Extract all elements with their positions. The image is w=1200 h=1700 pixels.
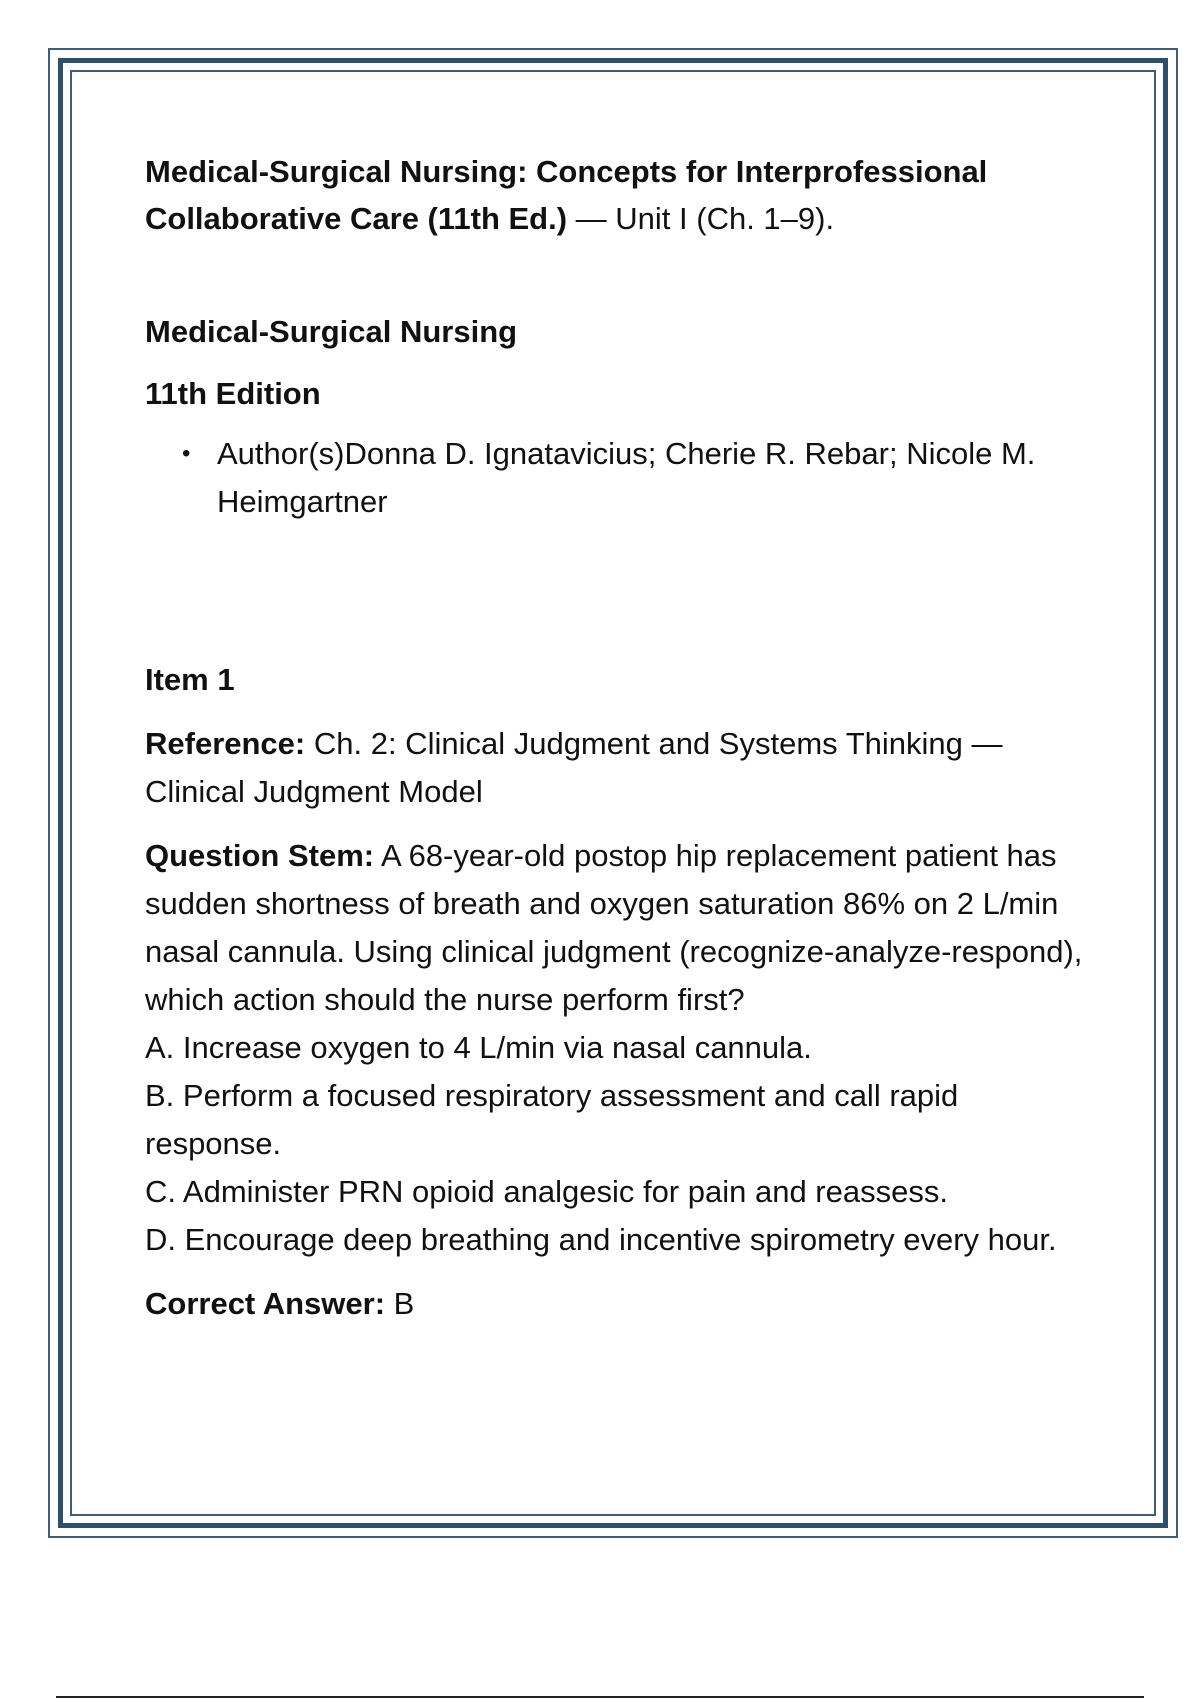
reference-label: Reference: bbox=[145, 726, 306, 761]
correct-answer bbox=[145, 1280, 1095, 1328]
authors-label: Author(s) bbox=[217, 436, 345, 471]
book-info bbox=[145, 308, 1095, 526]
document-title-bold: Medical-Surgical Nursing: Concepts for Interprofessional Collaborative Care (11th Ed.) bbox=[145, 154, 988, 236]
answer-option-b: B. Perform a focused respiratory assessment and call rapid response. bbox=[145, 1078, 959, 1161]
question-stem-label: Question Stem: bbox=[145, 838, 375, 873]
book-name: Medical-Surgical Nursing bbox=[145, 314, 518, 349]
document-title bbox=[145, 148, 1095, 242]
reference-text: Ch. 2: Clinical Judgment and Systems Thinking — Clinical Judgment Model bbox=[145, 726, 1003, 809]
answer-option-d: D. Encourage deep breathing and incentive spirometry every hour. bbox=[145, 1222, 1057, 1257]
footer-divider bbox=[56, 1696, 1144, 1698]
book-edition: 11th Edition bbox=[145, 376, 321, 411]
authors-names: Donna D. Ignatavicius; Cherie R. Rebar; Nicole M. Heimgartner bbox=[217, 436, 1036, 519]
answer-option-a: A. Increase oxygen to 4 L/min via nasal cannula. bbox=[145, 1030, 812, 1065]
item-reference bbox=[145, 720, 1095, 816]
item-heading: Item 1 bbox=[145, 662, 235, 697]
correct-answer-label: Correct Answer: bbox=[145, 1286, 386, 1321]
document-content bbox=[145, 148, 1095, 1359]
question-stem-text: A 68-year-old postop hip replacement patient has sudden shortness of breath and oxygen saturation 86% on 2 L/min nasal cannula. Using clinical judgment (recognize-analyze-respond), which action should the nurse perform first? bbox=[145, 838, 1083, 1017]
answer-option-c: C. Administer PRN opioid analgesic for pain and reassess. bbox=[145, 1174, 948, 1209]
bullet-icon: • bbox=[182, 440, 191, 467]
author-list bbox=[145, 430, 1095, 526]
question-item bbox=[145, 656, 1095, 1328]
question-stem bbox=[145, 832, 1095, 1024]
document-title-unit: — Unit I (Ch. 1–9). bbox=[567, 201, 835, 236]
author-list-item bbox=[182, 430, 1095, 526]
correct-answer-value: B bbox=[385, 1286, 415, 1321]
